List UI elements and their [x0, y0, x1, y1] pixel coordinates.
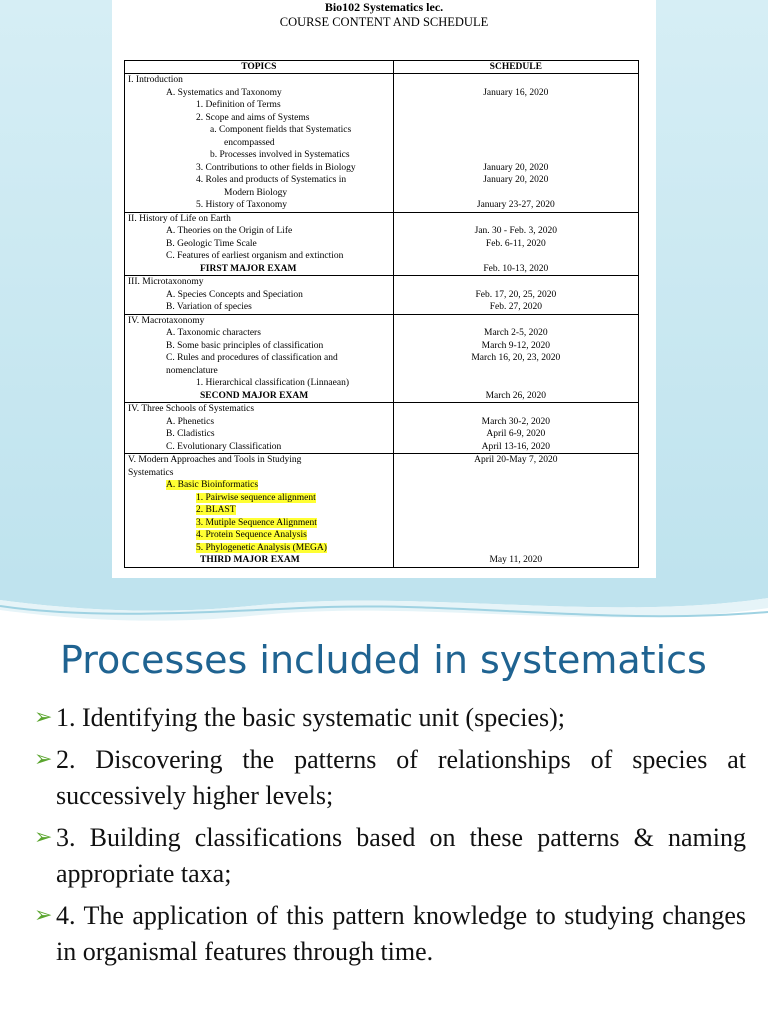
header-schedule: SCHEDULE [393, 61, 638, 74]
schedule-date: May 11, 2020 [489, 555, 543, 565]
topic-text: B. Cladistics [166, 429, 215, 439]
topic-line [128, 542, 390, 555]
schedule-cell [393, 74, 638, 213]
schedule-document [112, 0, 656, 578]
bullet-text: 1. Identifying the basic systematic unit (species); [56, 703, 566, 732]
topic-line [128, 162, 390, 175]
schedule-date [397, 149, 635, 162]
topic-text: B. Geologic Time Scale [166, 238, 257, 249]
arrow-bullet-icon: ➢ [34, 903, 53, 928]
schedule-cell [393, 454, 638, 568]
schedule-date [397, 137, 635, 150]
topic-text: 5. History of Taxonomy [196, 200, 287, 210]
schedule-date: April 6-9, 2020 [486, 429, 546, 439]
topics-cell [125, 403, 394, 454]
topic-text: I. Introduction [128, 75, 183, 85]
topic-line [128, 99, 390, 112]
topic-text: FIRST MAJOR EXAM [200, 263, 297, 274]
table-row [125, 454, 639, 568]
topic-text: nomenclature [166, 365, 218, 376]
topic-text: 3. Contributions to other fields in Biology [196, 162, 356, 173]
schedule-date [397, 250, 635, 263]
schedule-date [397, 99, 635, 112]
slide-title: Processes included in systematics [60, 638, 707, 682]
schedule-cell [393, 314, 638, 403]
topic-line [128, 174, 390, 187]
schedule-cell [393, 212, 638, 276]
topic-line [128, 416, 390, 429]
topic-line [128, 504, 390, 517]
topics-cell [125, 314, 394, 403]
topic-text: A. Systematics and Taxonomy [166, 87, 282, 98]
table-row [125, 212, 639, 276]
schedule-date: Jan. 30 - Feb. 3, 2020 [474, 226, 557, 236]
topics-cell [125, 212, 394, 276]
topic-line [128, 428, 390, 441]
topic-line [128, 213, 390, 226]
schedule-cell [393, 403, 638, 454]
schedule-date [397, 529, 635, 542]
topic-text: SECOND MAJOR EXAM [200, 390, 309, 401]
arrow-bullet-icon: ➢ [34, 747, 53, 772]
topic-text: V. Modern Approaches and Tools in Studying [128, 455, 302, 465]
bullet-list [34, 700, 746, 976]
schedule-date: April 13-16, 2020 [481, 441, 550, 452]
topic-line [128, 479, 390, 492]
schedule-date [397, 479, 635, 492]
topic-text: C. Evolutionary Classification [166, 441, 282, 452]
header-topics: TOPICS [125, 61, 394, 74]
topic-line [128, 187, 390, 200]
topic-line [128, 225, 390, 238]
topic-line [128, 250, 390, 263]
topic-text: B. Variation of species [166, 302, 252, 312]
topic-line [128, 87, 390, 100]
topic-line [128, 74, 390, 87]
wave-divider [0, 578, 768, 628]
schedule-date: January 20, 2020 [483, 175, 549, 185]
topic-line [128, 403, 390, 416]
schedule-date [397, 187, 635, 200]
schedule-date [397, 542, 635, 555]
topic-text: THIRD MAJOR EXAM [200, 555, 300, 565]
schedule-date: Feb. 17, 20, 25, 2020 [475, 289, 557, 300]
schedule-date [397, 276, 635, 289]
table-row [125, 74, 639, 213]
topic-line [128, 365, 390, 378]
bullet-text: 4. The application of this pattern knowledge to studying changes in organismal features through time. [56, 901, 746, 966]
topic-text: 2. BLAST [196, 505, 236, 515]
bullet-item [34, 742, 746, 814]
topic-text: 1. Definition of Terms [196, 100, 281, 110]
table-row [125, 403, 639, 454]
topic-line [128, 454, 390, 467]
schedule-date: January 16, 2020 [483, 87, 549, 98]
topic-line [128, 554, 390, 567]
topic-text: A. Basic Bioinformatics [166, 480, 259, 490]
table-header-row [125, 61, 639, 74]
topic-line [128, 529, 390, 542]
topic-line [128, 327, 390, 340]
schedule-date [397, 315, 635, 328]
topic-text: A. Taxonomic characters [166, 328, 261, 338]
bullet-item [34, 700, 746, 736]
topic-line [128, 112, 390, 125]
schedule-date [397, 377, 635, 390]
schedule-date: Feb. 27, 2020 [489, 302, 542, 312]
arrow-bullet-icon: ➢ [34, 825, 53, 850]
bullet-text: 3. Building classifications based on these patterns & naming appropriate taxa; [56, 823, 746, 888]
schedule-date [397, 112, 635, 125]
schedule-date [397, 517, 635, 530]
topic-line [128, 149, 390, 162]
topic-text: A. Phenetics [166, 416, 215, 427]
schedule-date: March 30-2, 2020 [481, 416, 550, 427]
schedule-date: Feb. 6-11, 2020 [485, 238, 546, 249]
topic-line [128, 390, 390, 403]
bullet-item [34, 898, 746, 970]
topic-line [128, 124, 390, 137]
document-subtitle: COURSE CONTENT AND SCHEDULE [279, 15, 489, 29]
bullet-text: 2. Discovering the patterns of relationships of species at successively higher levels; [56, 745, 746, 810]
schedule-date [397, 365, 635, 378]
topics-cell [125, 74, 394, 213]
topic-text: a. Component fields that Systematics [210, 125, 352, 135]
schedule-date: March 26, 2020 [485, 390, 547, 401]
topic-text: IV. Macrotaxonomy [128, 315, 205, 326]
topic-text: 2. Scope and aims of Systems [196, 112, 310, 123]
topic-text: b. Processes involved in Systematics [210, 150, 350, 160]
topic-text: C. Features of earliest organism and extinction [166, 251, 344, 261]
topic-line [128, 377, 390, 390]
schedule-date: March 2-5, 2020 [484, 328, 548, 338]
topic-text: A. Species Concepts and Speciation [166, 289, 303, 300]
topic-line [128, 276, 390, 289]
topic-line [128, 199, 390, 212]
topic-text: A. Theories on the Origin of Life [166, 226, 293, 236]
document-title: Bio102 Systematics lec. [324, 0, 444, 14]
schedule-date: April 20-May 7, 2020 [474, 455, 558, 465]
topic-line [128, 340, 390, 353]
topic-line [128, 352, 390, 365]
topic-line [128, 315, 390, 328]
topic-text: encompassed [224, 137, 275, 148]
topic-text: IV. Three Schools of Systematics [128, 404, 255, 414]
topic-line [128, 517, 390, 530]
topic-text: C. Rules and procedures of classification and [166, 353, 338, 363]
topic-text: 1. Hierarchical classification (Linnaean) [196, 378, 349, 388]
topic-line [128, 301, 390, 314]
topic-text: 4. Protein Sequence Analysis [196, 530, 307, 540]
topic-line [128, 137, 390, 150]
topic-text: Systematics [128, 467, 174, 478]
topic-text: 4. Roles and products of Systematics in [196, 175, 347, 185]
topic-text: B. Some basic principles of classification [166, 340, 324, 351]
schedule-date: Feb. 10-13, 2020 [483, 263, 549, 274]
topic-text: II. History of Life on Earth [128, 213, 231, 224]
table-row [125, 314, 639, 403]
schedule-date [397, 467, 635, 480]
schedule-table [124, 60, 639, 568]
table-row [125, 276, 639, 315]
topic-line [128, 289, 390, 302]
schedule-date [397, 492, 635, 505]
topics-cell [125, 454, 394, 568]
arrow-bullet-icon: ➢ [34, 705, 53, 730]
topic-text: Modern Biology [224, 187, 288, 198]
schedule-date: March 9-12, 2020 [481, 340, 550, 351]
topic-text: III. Microtaxonomy [128, 277, 204, 287]
topic-text: 3. Mutiple Sequence Alignment [196, 517, 317, 528]
schedule-cell [393, 276, 638, 315]
topics-cell [125, 276, 394, 315]
schedule-date: January 20, 2020 [483, 162, 549, 173]
topic-line [128, 238, 390, 251]
topic-text: 1. Pairwise sequence alignment [196, 492, 316, 503]
schedule-date: January 23-27, 2020 [476, 200, 555, 210]
topic-line [128, 467, 390, 480]
topic-text: 5. Phylogenetic Analysis (MEGA) [196, 542, 327, 553]
schedule-date [397, 124, 635, 137]
topic-line [128, 263, 390, 276]
topic-line [128, 492, 390, 505]
schedule-date: March 16, 20, 23, 2020 [471, 353, 561, 363]
schedule-date [397, 213, 635, 226]
topic-line [128, 441, 390, 454]
schedule-date [397, 74, 635, 87]
bullet-item [34, 820, 746, 892]
schedule-date [397, 403, 635, 416]
schedule-date [397, 504, 635, 517]
